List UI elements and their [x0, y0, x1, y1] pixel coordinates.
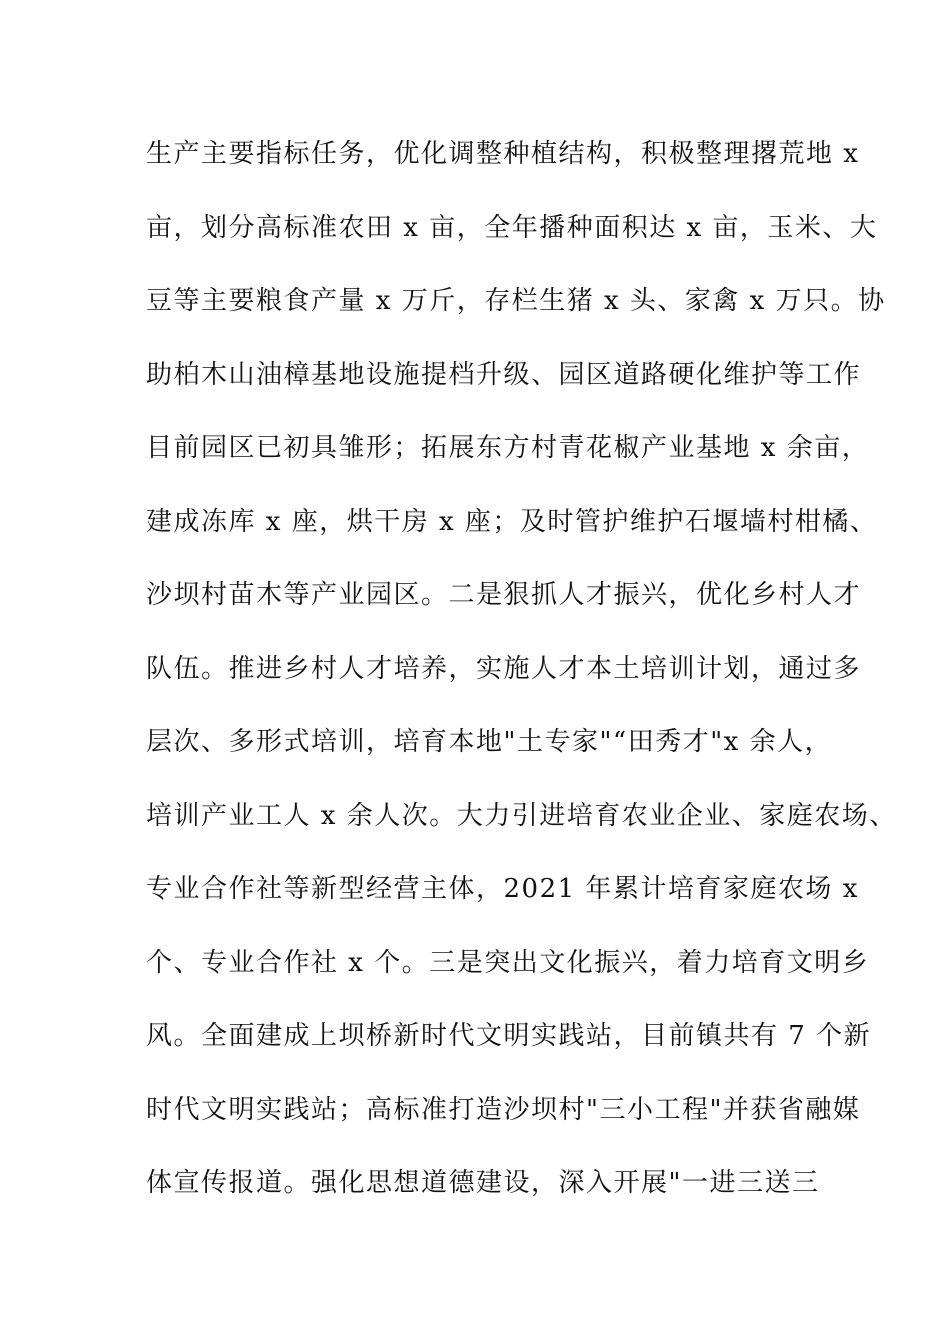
body-text [146, 128, 897, 1231]
text-line: 生产主要指标任务，优化调整种植结构，积极整理撂荒地 x [146, 139, 860, 169]
text-line: 层次、多形式培训，培育本地"土专家"“田秀才"x 余人， [146, 727, 833, 757]
text-line: 目前园区已初具雏形；拓展东方村青花椒产业基地 x 余亩， [146, 433, 870, 463]
text-line: 时代文明实践站；高标准打造沙坝村"三小工程"并获省融媒 [146, 1094, 861, 1125]
text-line: 队伍。推进乡村人才培养，实施人才本土培训计划，通过多 [146, 653, 862, 684]
text-line: 体宣传报道。强化思想道德建设，深入开展"一进三送三 [146, 1168, 820, 1198]
text-line: 专业合作社等新型经营主体，2021 年累计培育家庭农场 x [146, 874, 859, 904]
text-line: 建成冻库 x 座，烘干房 x 座；及时管护维护石堰墙村柑橘、 [146, 506, 878, 537]
text-line: 豆等主要粮食产量 x 万斤，存栏生猪 x 头、家禽 x 万只。协 [146, 286, 886, 316]
text-line: 培训产业工人 x 余人次。大力引进培育农业企业、家庭农场、 [146, 800, 897, 831]
text-line: 助柏木山油樟基地设施提档升级、园区道路硬化维护等工作 [146, 359, 862, 390]
text-line: 亩，划分高标准农田 x 亩，全年播种面积达 x 亩，玉米、大 [146, 212, 878, 243]
text-line: 个、专业合作社 x 个。三是突出文化振兴，着力培育文明乡 [146, 947, 870, 978]
text-line: 风。全面建成上坝桥新时代文明实践站，目前镇共有 7 个新 [146, 1021, 872, 1051]
text-line: 沙坝村苗木等产业园区。二是狠抓人才振兴，优化乡村人才 [146, 580, 862, 610]
